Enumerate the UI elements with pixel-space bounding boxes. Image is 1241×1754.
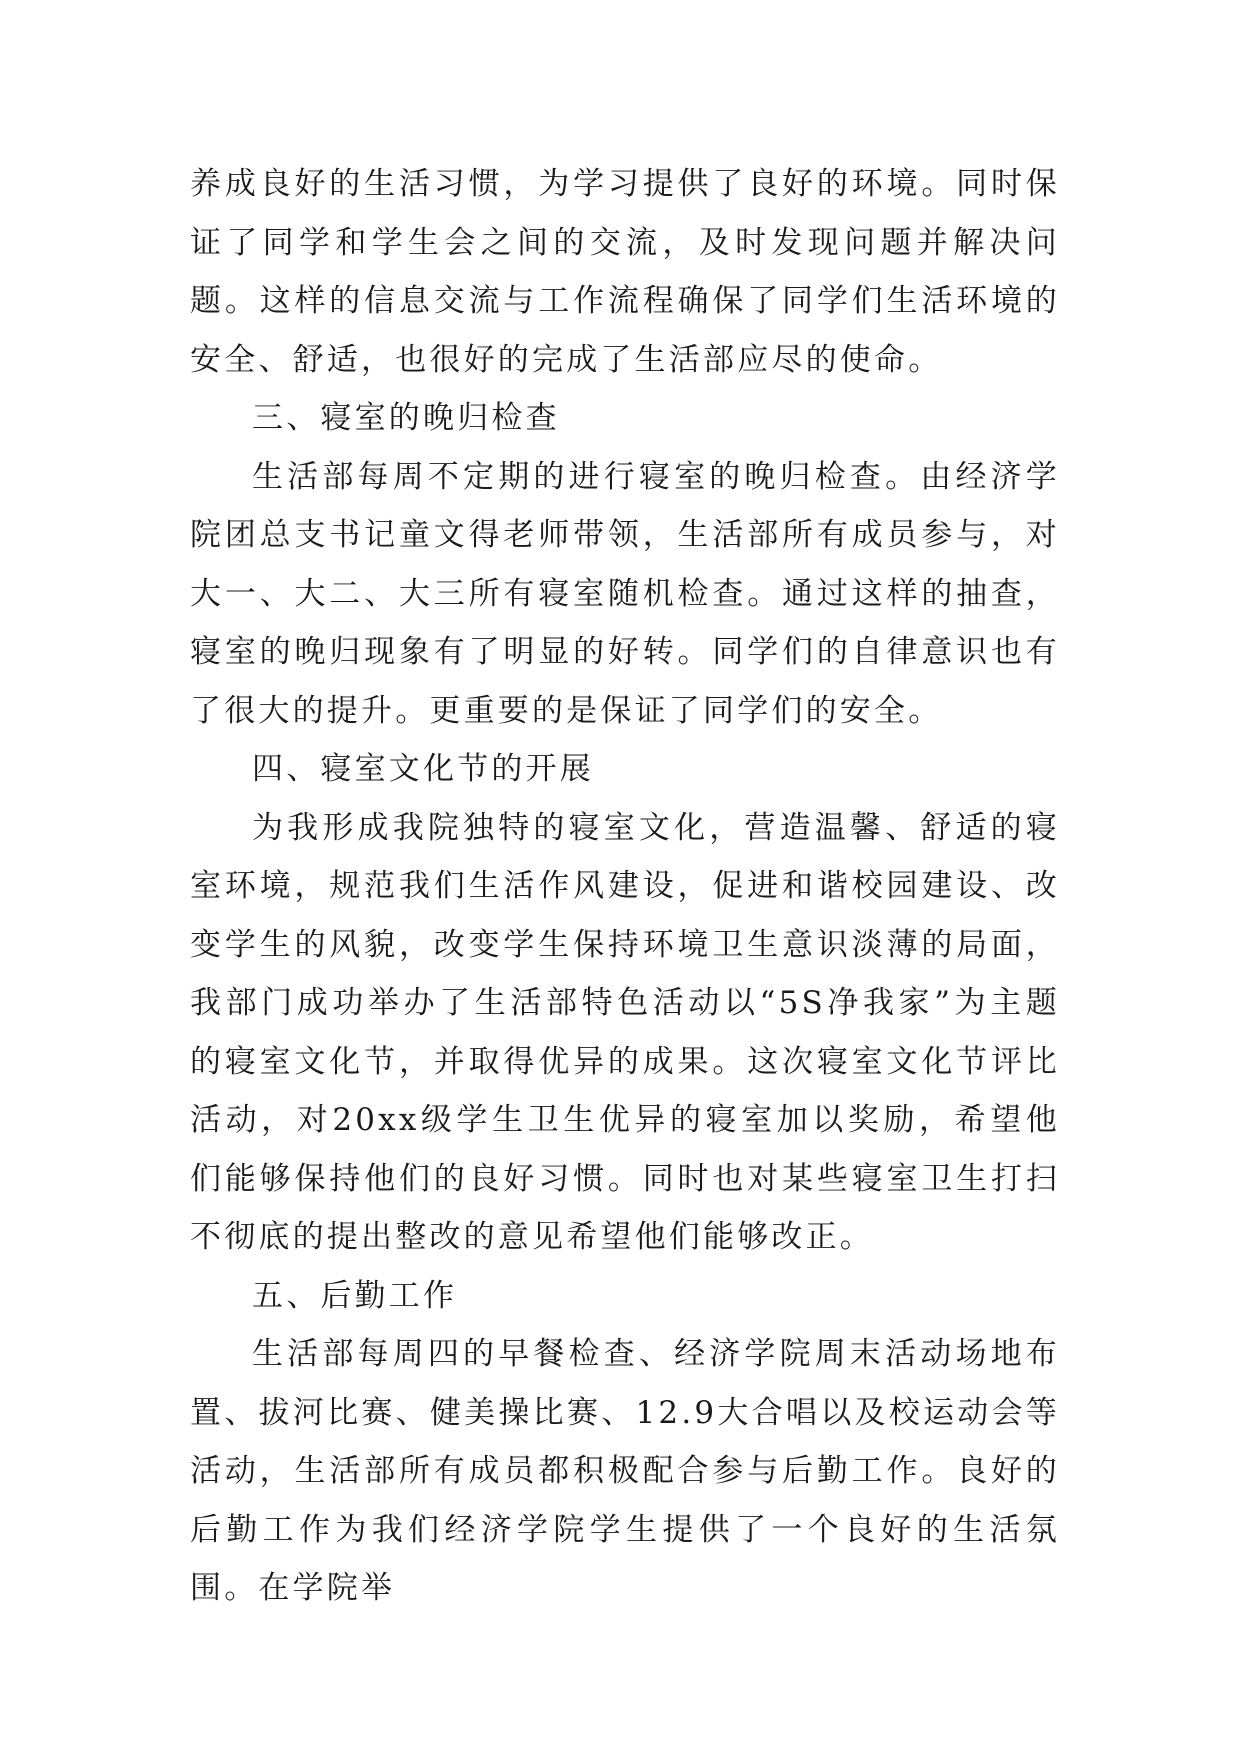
paragraph-dorm-habits: 养成良好的生活习惯，为学习提供了良好的环境。同时保证了同学和学生会之间的交流，及时发现问题并解决问题。这样的信息交流与工作流程确保了同学们生活环境的安全、舒适，也很好的完成了生活部应尽的使命。 xyxy=(190,166,1060,378)
heading-late-return-check: 三、寝室的晚归检查 xyxy=(252,400,560,436)
paragraph-late-return-check: 生活部每周不定期的进行寝室的晚归检查。由经济学院团总支书记童文得老师带领，生活部所有成员参与，对大一、大二、大三所有寝室随机检查。通过这样的抽查，寝室的晚归现象有了明显的好转。同学们的自律意识也有了很大的提升。更重要的是保证了同学们的安全。 xyxy=(190,458,1060,729)
heading-logistics-work: 五、后勤工作 xyxy=(252,1277,458,1314)
heading-dorm-culture-festival: 四、寝室文化节的开展 xyxy=(252,751,594,787)
paragraph-logistics-work: 生活部每周四的早餐检查、经济学院周末活动场地布置、拔河比赛、健美操比赛、12.9大合唱以及校运动会等活动，生活部所有成员都积极配合参与后勤工作。良好的后勤工作为我们经济学院学生提供了一个良好的生活氛围。在学院举 xyxy=(190,1336,1060,1606)
paragraph-dorm-culture-festival: 为我形成我院独特的寝室文化，营造温馨、舒适的寝室环境，规范我们生活作风建设，促进和谐校园建设、改变学生的风貌，改变学生保持环境卫生意识淡薄的局面，我部门成功举办了生活部特色活动以“5S净我家”为主题的寝室文化节，并取得优异的成果。这次寝室文化节评比活动，对20xx级学生卫生优异的寝室加以奖励，希望他们能够保持他们的良好习惯。同时也对某些寝室卫生打扫不彻底的提出整改的意见希望他们能够改正。 xyxy=(190,809,1060,1255)
document-page xyxy=(190,155,1060,1618)
